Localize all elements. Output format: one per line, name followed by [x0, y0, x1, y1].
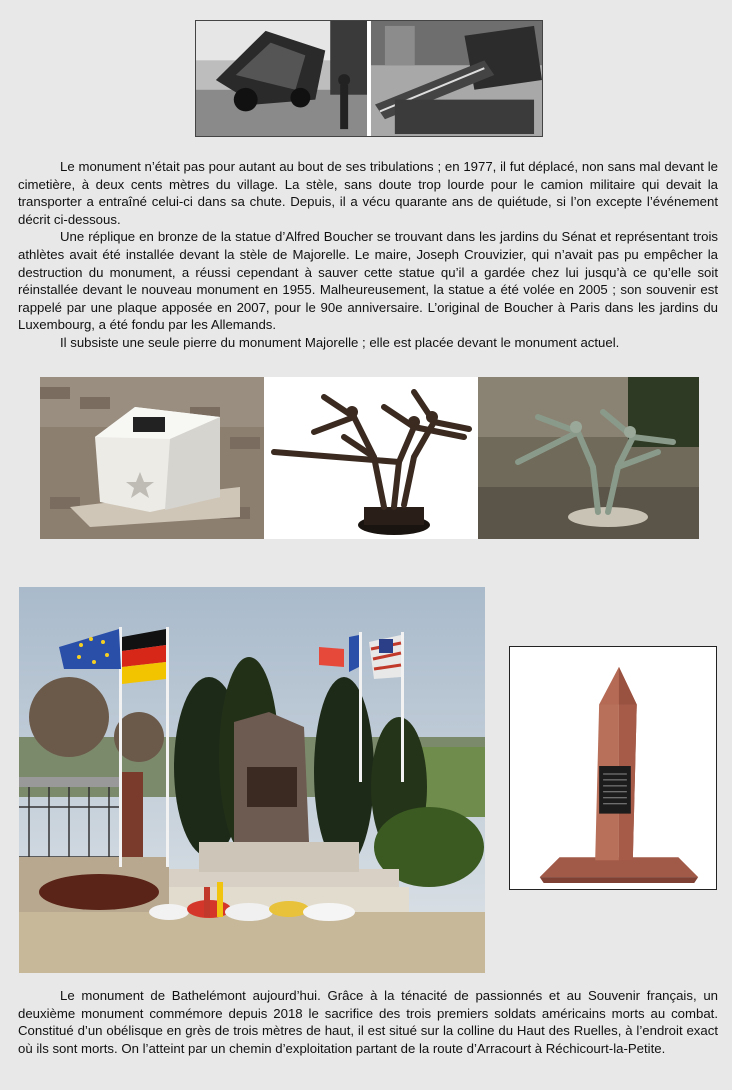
text-block-top	[18, 158, 718, 352]
photo-obelisk	[509, 646, 717, 890]
photo-remaining-stone	[40, 377, 264, 539]
paragraph: Le monument de Bathelémont aujourd’hui. Grâce à la ténacité de passionnés et au Souvenir français, un deuxième monument commémore depuis 2018 le sacrifice des trois premiers soldats américains morts au combat. Constitué d’un obélisque en grès de trois mètres de haut, il est situé sur la colline du Haut des Ruelles, à l’endroit exact où ils sont morts. On l’atteint par un chemin d’exploitation partant de la route d’Arracourt à Réchicourt-la-Petite.	[18, 988, 718, 1056]
paragraph: Le monument n’était pas pour autant au bout de ses tribulations ; en 1977, il fut déplacé, non sans mal devant le cimetière, à deux cents mètres du village. La stèle, sans doute trop lourde pour le camion militaire qui devait la transporter a entraîné celui-ci dans sa chute. Depuis, il a vécu quarante ans de quiétude, si l’on excepte l’événement décrit ci-dessous.	[18, 159, 718, 227]
paragraph: Une réplique en bronze de la statue d’Alfred Boucher se trouvant dans les jardins du Sénat et représentant trois athlètes avait été installée devant la stèle de Majorelle. Le maire, Joseph Crouvizier, qui n’avait pas pu empêcher la destruction du monument, a réussi cependant à sauver cette statue qu’il a gardée chez lui jusqu’à ce qu’elle soit réinstallée devant le nouveau monument en 1955. Malheureusement, la statue a été volée en 2005 ; son souvenir est rappelé par une plaque apposée en 2007, pour le 90e anniversaire. L’original de Boucher à Paris dans les jardins du Luxembourg, a été fondu par les Allemands.	[18, 229, 718, 333]
paragraph: Il subsiste une seule pierre du monument Majorelle ; elle est placée devant le monument actuel.	[60, 334, 620, 350]
photo-overturned-truck	[195, 20, 543, 137]
text-block-bottom	[18, 987, 718, 1057]
photo-statue-outdoor	[478, 377, 699, 539]
photo-current-monument	[19, 587, 485, 973]
photo-bronze-statue	[264, 377, 478, 539]
